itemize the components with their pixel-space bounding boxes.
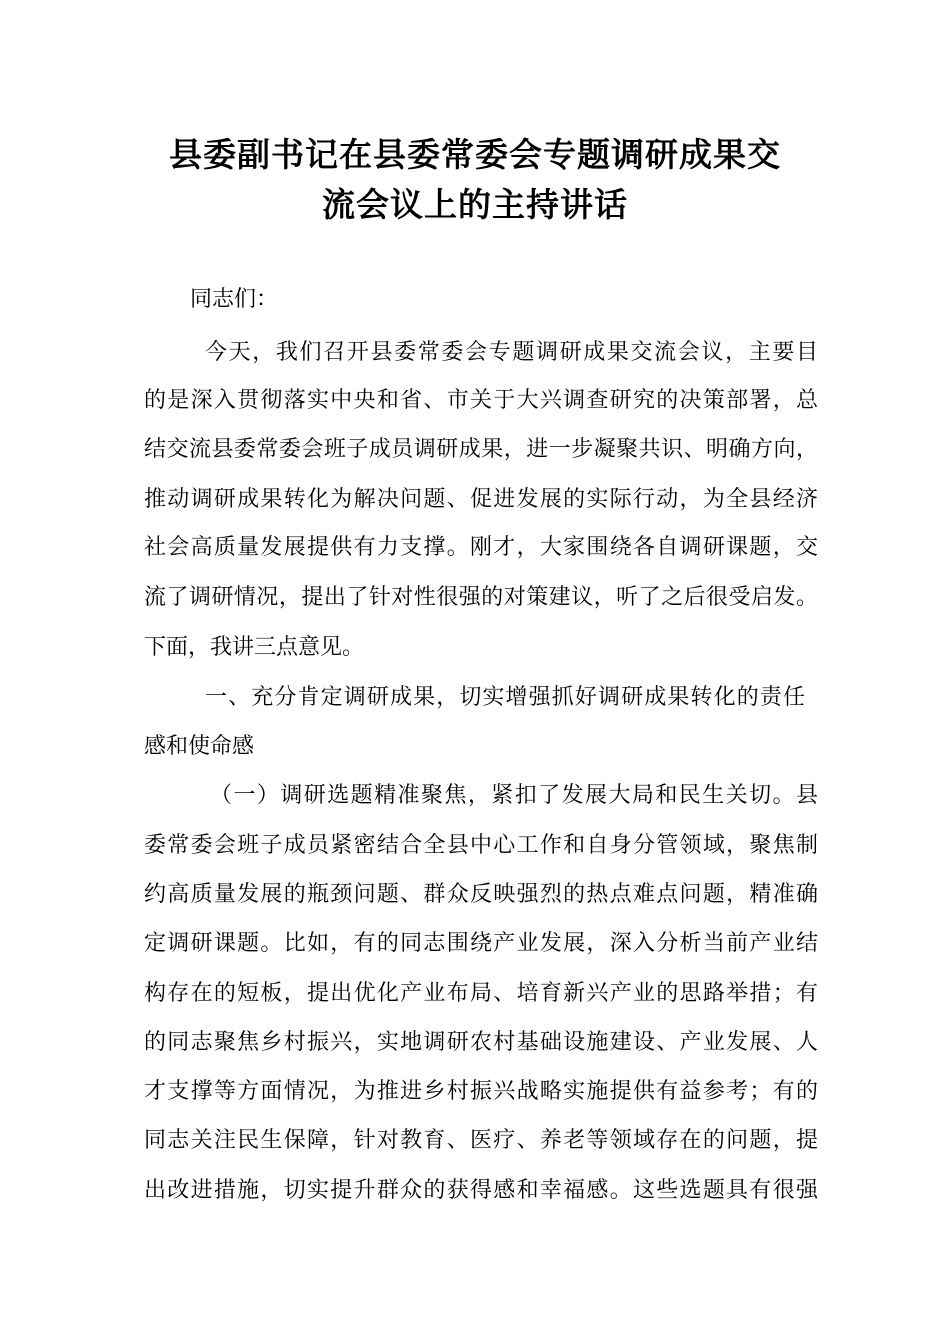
heading-1-line: 一、充分肯定调研成果，切实增强抓好调研成果转化的责任 (205, 685, 805, 710)
paragraph-2-line: 才支撑等方面情况，为推进乡村振兴战略实施提供有益参考；有的 (144, 1079, 818, 1104)
document-title-line-2: 流会议上的主持讲话 (322, 185, 628, 224)
paragraph-2-line: 的同志聚焦乡村振兴，实地调研农村基础设施建设、产业发展、人 (144, 1030, 818, 1055)
paragraph-2-line: （一）调研选题精准聚焦，紧扣了发展大局和民生关切。县 (210, 783, 818, 808)
paragraph-2-line: 委常委会班子成员紧密结合全县中心工作和自身分管领域，聚焦制 (144, 833, 818, 858)
paragraph-1-line: 今天，我们召开县委常委会专题调研成果交流会议，主要目 (205, 340, 818, 365)
document-title-line-1: 县委副书记在县委常委会专题调研成果交 (169, 135, 781, 174)
paragraph-2-line: 定调研课题。比如，有的同志围绕产业发展，深入分析当前产业结 (144, 931, 818, 956)
paragraph-2-line: 构存在的短板，提出优化产业布局、培育新兴产业的思路举措；有 (144, 981, 818, 1006)
paragraph-1-line: 流了调研情况，提出了针对性很强的对策建议，听了之后很受启发。 (144, 585, 818, 610)
paragraph-1-line: 下面，我讲三点意见。 (144, 635, 365, 660)
paragraph-1-line: 推动调研成果转化为解决问题、促进发展的实际行动，为全县经济 (144, 487, 818, 512)
paragraph-2-line: 同志关注民生保障，针对教育、医疗、养老等领域存在的问题，提 (144, 1128, 818, 1153)
paragraph-2-line: 出改进措施，切实提升群众的获得感和幸福感。这些选题具有很强 (144, 1178, 818, 1203)
paragraph-2-line: 约高质量发展的瓶颈问题、群众反映强烈的热点难点问题，精准确 (144, 882, 818, 907)
paragraph-1-line: 结交流县委常委会班子成员调研成果，进一步凝聚共识、明确方向， (144, 437, 818, 462)
paragraph-1-line: 社会高质量发展提供有力支撑。刚才，大家围绕各自调研课题，交 (144, 535, 818, 560)
salutation: 同志们： (190, 287, 279, 312)
paragraph-1-line: 的是深入贯彻落实中央和省、市关于大兴调查研究的决策部署，总 (144, 388, 818, 413)
heading-1-line: 感和使命感 (144, 734, 255, 759)
